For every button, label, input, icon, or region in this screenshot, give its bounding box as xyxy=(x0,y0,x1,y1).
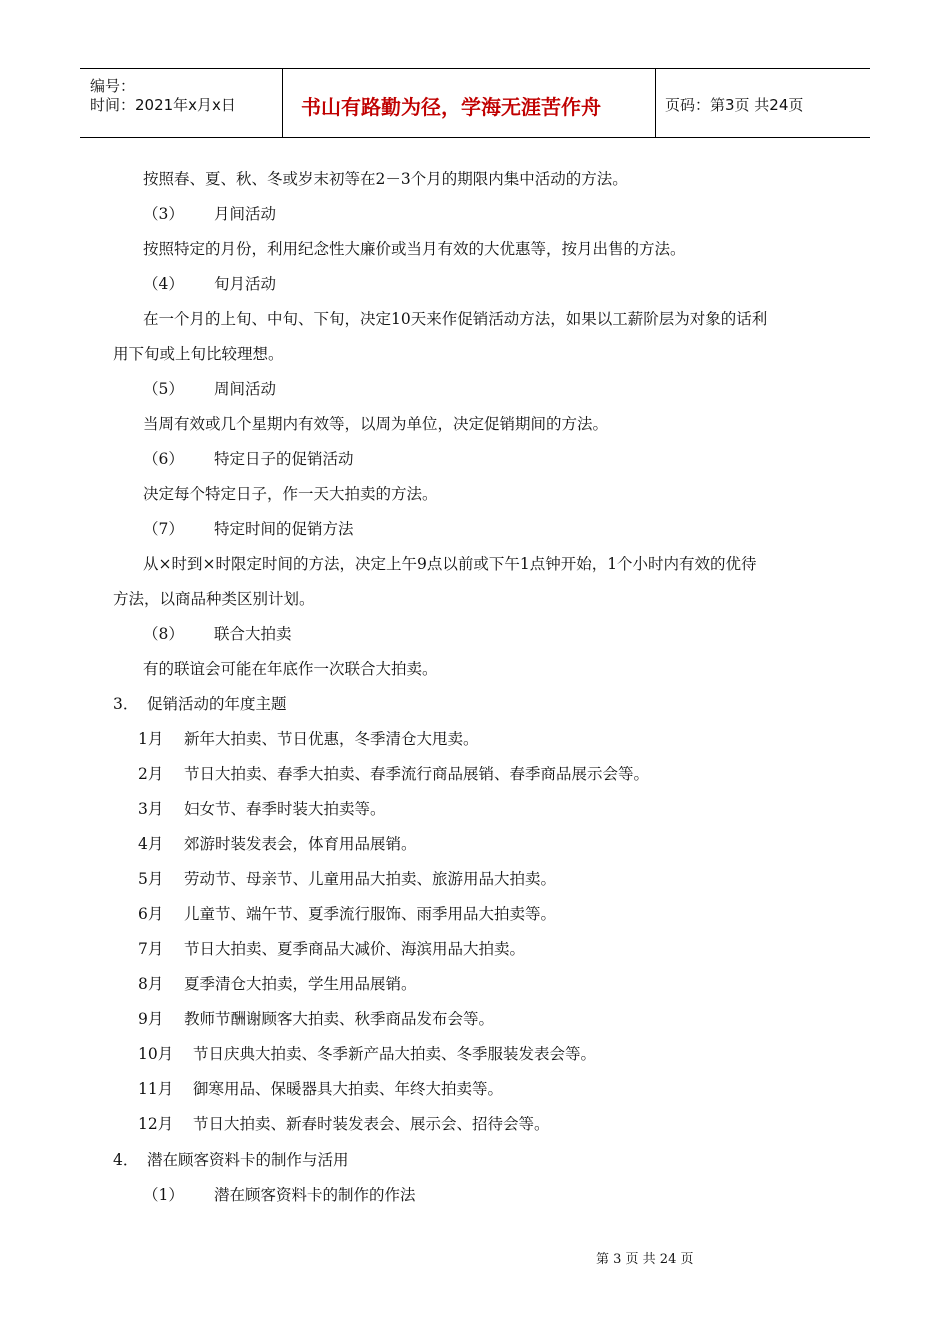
month-item: 8月 夏季清仓大拍卖，学生用品展销。 xyxy=(138,975,417,993)
doc-number-label: 编号： xyxy=(90,77,136,95)
list-item: （5） 周间活动 xyxy=(143,380,277,398)
header-page-cell xyxy=(655,69,870,137)
list-item: （7） 特定时间的促销方法 xyxy=(143,520,354,538)
month-item: 7月 节日大拍卖、夏季商品大减价、海滨用品大拍卖。 xyxy=(138,940,526,958)
paragraph-line: 用下旬或上旬比较理想。 xyxy=(113,345,284,363)
list-item: （1） 潜在顾客资料卡的制作的作法 xyxy=(143,1186,416,1204)
paragraph-line: 方法，以商品种类区别计划。 xyxy=(113,590,315,608)
paragraph-line: 从×时到×时限定时间的方法，决定上午9点以前或下午1点钟开始，1个小时内有效的优待 xyxy=(143,555,757,573)
paragraph-line: 按照春、夏、秋、冬或岁末初等在2－3个月的期限内集中活动的方法。 xyxy=(143,170,628,188)
section-heading: 3． 促销活动的年度主题 xyxy=(113,695,287,713)
paragraph-line: 当周有效或几个星期内有效等，以周为单位，决定促销期间的方法。 xyxy=(143,415,609,433)
doc-time-label: 时间：2021年x月x日 xyxy=(90,96,236,114)
month-item: 10月 节日庆典大拍卖、冬季新产品大拍卖、冬季服装发表会等。 xyxy=(138,1045,597,1063)
month-item: 2月 节日大拍卖、春季大拍卖、春季流行商品展销、春季商品展示会等。 xyxy=(138,765,650,783)
header-meta-cell xyxy=(80,69,282,137)
header-page-info: 页码：第3页 共24页 xyxy=(665,96,804,114)
month-item: 6月 儿童节、端午节、夏季流行服饰、雨季用品大拍卖等。 xyxy=(138,905,557,923)
month-item: 11月 御寒用品、保暖器具大拍卖、年终大拍卖等。 xyxy=(138,1080,504,1098)
paragraph-line: 决定每个特定日子，作一天大拍卖的方法。 xyxy=(143,485,438,503)
list-item: （6） 特定日子的促销活动 xyxy=(143,450,354,468)
month-item: 5月 劳动节、母亲节、儿童用品大拍卖、旅游用品大拍卖。 xyxy=(138,870,557,888)
paragraph-line: 在一个月的上旬、中旬、下旬，决定10天来作促销活动方法，如果以工薪阶层为对象的话利 xyxy=(143,310,768,328)
page-footer: 第 3 页 共 24 页 xyxy=(596,1252,694,1267)
paragraph-line: 按照特定的月份，利用纪念性大廉价或当月有效的大优惠等，按月出售的方法。 xyxy=(143,240,686,258)
month-item: 9月 教师节酬谢顾客大拍卖、秋季商品发布会等。 xyxy=(138,1010,495,1028)
header-motto-cell xyxy=(282,69,656,137)
page-header xyxy=(80,68,870,138)
list-item: （3） 月间活动 xyxy=(143,205,277,223)
month-item: 3月 妇女节、春季时装大拍卖等。 xyxy=(138,800,386,818)
list-item: （4） 旬月活动 xyxy=(143,275,277,293)
month-item: 4月 郊游时装发表会，体育用品展销。 xyxy=(138,835,417,853)
month-item: 1月 新年大拍卖、节日优惠，冬季清仓大甩卖。 xyxy=(138,730,479,748)
list-item: （8） 联合大拍卖 xyxy=(143,625,292,643)
section-heading: 4． 潜在顾客资料卡的制作与活用 xyxy=(113,1151,349,1169)
paragraph-line: 有的联谊会可能在年底作一次联合大拍卖。 xyxy=(143,660,438,678)
header-motto: 书山有路勤为径，学海无涯苦作舟 xyxy=(301,95,601,119)
month-item: 12月 节日大拍卖、新春时装发表会、展示会、招待会等。 xyxy=(138,1115,550,1133)
